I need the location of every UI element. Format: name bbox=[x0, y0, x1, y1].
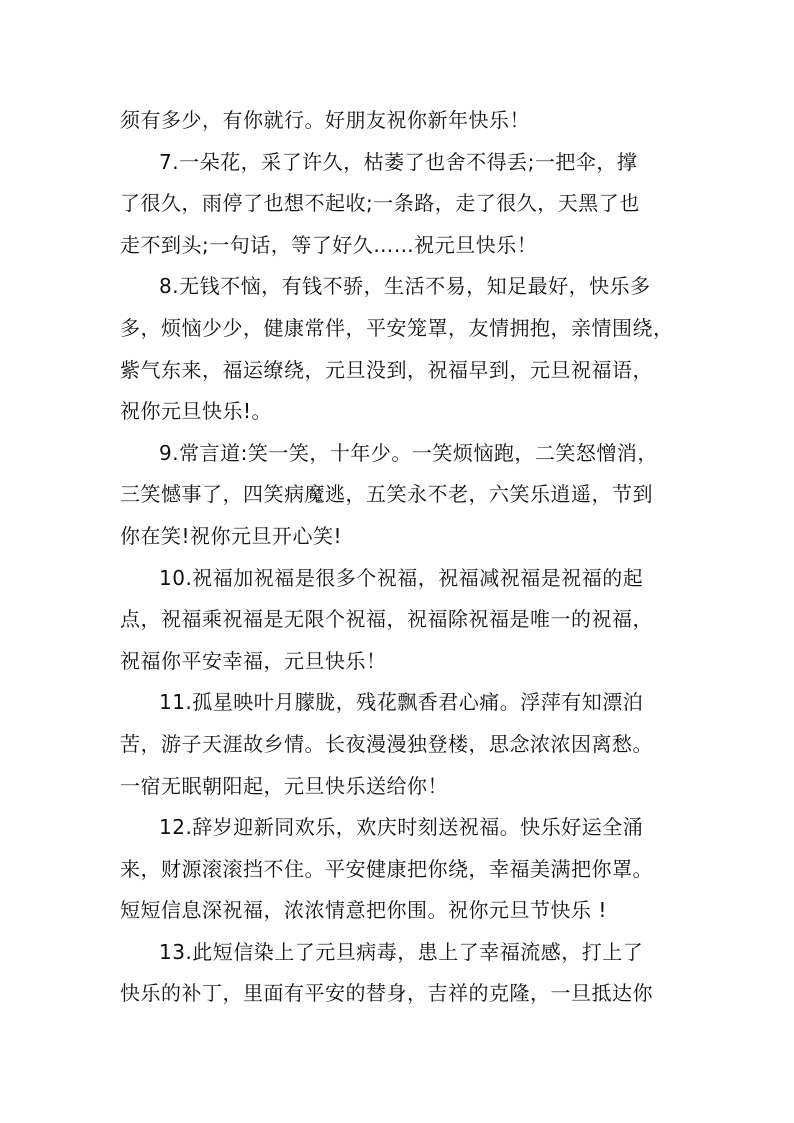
paragraph-first-line: 13.此短信染上了元旦病毒，患上了幸福流感，打上了 bbox=[159, 939, 644, 964]
paragraph-line: 了很久，雨停了也想不起收;一条路，走了很久，天黑了也 bbox=[120, 191, 640, 216]
paragraph-line: 短短信息深祝福，浓浓情意把你围。祝你元旦节快乐 ! bbox=[120, 898, 607, 923]
paragraph-line: 来，财源滚滚挡不住。平安健康把你绕，幸福美满把你罩。 bbox=[120, 856, 653, 881]
paragraph-first-line: 8.无钱不恼，有钱不骄，生活不易，知足最好，快乐多 bbox=[159, 274, 651, 299]
paragraph-first-line: 11.孤星映叶月朦胧，残花飘香君心痛。浮萍有知漂泊 bbox=[159, 690, 644, 715]
paragraph-line: 紫气东来，福运缭绕，元旦没到，祝福早到，元旦祝福语， bbox=[120, 357, 653, 382]
paragraph-line: 三笑憾事了，四笑病魔逃，五笑永不老，六笑乐逍遥，节到 bbox=[120, 482, 653, 507]
paragraph-line: 苦，游子天涯故乡情。长夜漫漫独登楼，思念浓浓因离愁。 bbox=[120, 731, 653, 756]
paragraph-line: 祝福你平安幸福，元旦快乐！ bbox=[120, 648, 387, 673]
paragraph-line: 走不到头;一句话，等了好久……祝元旦快乐！ bbox=[120, 232, 538, 257]
paragraph-line: 你在笑!祝你元旦开心笑! bbox=[120, 523, 343, 548]
paragraph-first-line: 10.祝福加祝福是很多个祝福，祝福减祝福是祝福的起 bbox=[159, 565, 644, 590]
paragraph-line: 快乐的补丁，里面有平安的替身，吉祥的克隆，一旦抵达你 bbox=[120, 981, 653, 1006]
paragraph-first-line: 7.一朵花，采了许久，枯萎了也舍不得丢;一把伞，撑 bbox=[159, 149, 638, 174]
paragraph-line: 多，烦恼少少，健康常伴，平安笼罩，友情拥抱，亲情围绕， bbox=[120, 315, 674, 340]
paragraph-line: 一宿无眠朝阳起，元旦快乐送给你！ bbox=[120, 773, 448, 798]
paragraph-first-line: 12.辞岁迎新同欢乐，欢庆时刻送祝福。快乐好运全涌 bbox=[159, 815, 644, 840]
paragraph-first-line: 9.常言道:笑一笑，十年少。一笑烦恼跑，二笑怒憎消， bbox=[159, 440, 658, 465]
paragraph-line: 须有多少，有你就行。好朋友祝你新年快乐！ bbox=[120, 108, 530, 132]
paragraph-line: 祝你元旦快乐!。 bbox=[120, 399, 273, 424]
document-body bbox=[120, 100, 676, 1015]
paragraph-line: 点，祝福乘祝福是无限个祝福，祝福除祝福是唯一的祝福， bbox=[120, 607, 653, 632]
